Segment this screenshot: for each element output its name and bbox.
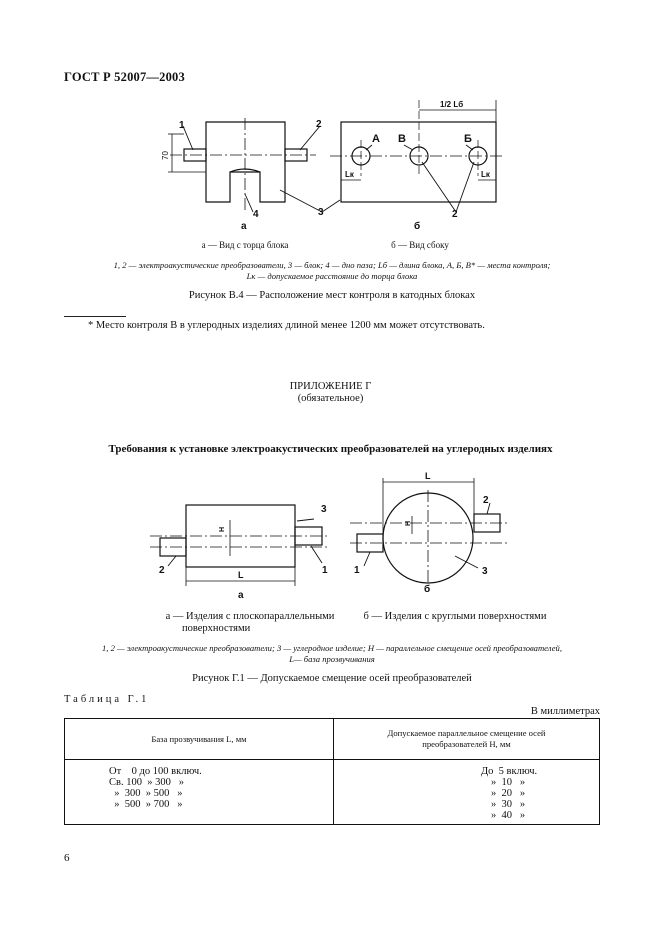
subfig-a-b4: а	[241, 221, 247, 232]
legend-g1-line1: 1, 2 — электроакустические преобразователи; 3 — углеродное изделие; H — параллельное смещение осей преобразователей,	[101, 643, 563, 653]
g1a-subfig: а	[238, 590, 244, 601]
g1a-label-L: L	[238, 570, 244, 580]
appendix-status: (обязательное)	[297, 393, 364, 404]
figure-b4-title: Рисунок В.4 — Расположение мест контроля в катодных блоках	[188, 290, 476, 301]
footnote-rule	[64, 316, 126, 317]
label-1-a: 1	[179, 120, 185, 131]
g1a-label-1: 1	[322, 565, 328, 576]
table-units: В миллиметрах	[530, 706, 600, 717]
label-A: А	[372, 133, 380, 145]
footnote: * Место контроля В в углеродных изделиях длиной менее 1200 мм может отсутствовать.	[88, 320, 485, 331]
table-row: » 20 »	[491, 788, 526, 799]
label-2-a: 2	[316, 119, 322, 130]
table-header-offset	[334, 719, 600, 760]
table-row: До 5 включ.	[481, 766, 538, 777]
dim-70: 70	[161, 151, 170, 160]
label-4-a: 4	[253, 209, 259, 220]
g1b-label-H: H	[405, 520, 412, 526]
legend-b4-line2: Lк — допускаемое расстояние до торца блока	[246, 271, 418, 281]
table-header-base	[65, 719, 334, 760]
g1a-label-2: 2	[159, 565, 165, 576]
table-row: » 500 » 700 »	[109, 799, 183, 810]
dim-lk-left: Lк	[345, 170, 354, 179]
label-V: В	[398, 133, 406, 145]
g1a-label-3: 3	[321, 504, 327, 515]
g1b-label-L: L	[425, 471, 431, 481]
standard-header: ГОСТ Р 52007—2003	[64, 70, 185, 84]
table-row: » 30 »	[491, 799, 526, 810]
table-col-offset	[334, 760, 600, 825]
page-number: 6	[64, 852, 70, 864]
g1b-label-1: 1	[354, 565, 360, 576]
header-col2-line1: Допускаемое параллельное смещение осей	[387, 728, 546, 738]
table-g1	[64, 718, 600, 825]
table-title: Таблица Г.1	[64, 694, 150, 705]
figure-g1-title: Рисунок Г.1 — Допускаемое смещение осей преобразователей	[192, 673, 472, 684]
label-B: Б	[464, 133, 472, 145]
block-side-view	[341, 122, 496, 202]
g1b-label-3: 3	[482, 566, 488, 577]
table-row: Св. 100 » 300 »	[109, 777, 184, 788]
caption-g1-a-line1: а — Изделия с плоскопараллельными	[165, 611, 335, 622]
dim-lk-right: Lк	[481, 170, 490, 179]
table-col-base	[65, 760, 334, 825]
legend-g1-line2: L— база прозвучивания	[289, 654, 375, 664]
block-end-view	[206, 122, 285, 202]
g1b-label-2: 2	[483, 495, 489, 506]
caption-g1-b: б — Изделия с круглыми поверхностями	[363, 611, 547, 622]
subfig-b-b4: б	[414, 221, 421, 232]
appendix-title: ПРИЛОЖЕНИЕ Г	[289, 381, 372, 392]
legend-b4-line1: 1, 2 — электроакустические преобразователи, 3 — блок; 4 — дно паза; Lб — длина блока, А, Б, В* — места контроля;	[113, 260, 551, 270]
g1b-subfig: б	[424, 584, 431, 595]
label-3-a: 3	[318, 207, 324, 218]
figure-g1-diagram	[0, 465, 661, 605]
caption-b4-b: б — Вид сбоку	[391, 240, 449, 250]
header-col2-line2: преобразователей H, мм	[422, 739, 511, 749]
header-col1-text: База прозвучивания L, мм	[151, 733, 247, 744]
dim-half-lb: 1/2 Lб	[440, 100, 464, 109]
table-row: » 300 » 500 »	[109, 788, 183, 799]
caption-g1-a-line2: поверхностями	[182, 623, 251, 634]
caption-b4-a: а — Вид с торца блока	[201, 240, 289, 250]
table-row: » 10 »	[491, 777, 526, 788]
table-row: От 0 до 100 включ.	[109, 766, 202, 777]
g1a-label-H: H	[219, 526, 226, 532]
table-row: » 40 »	[491, 810, 526, 821]
label-2-b: 2	[452, 209, 458, 220]
requirements-heading: Требования к установке электроакустических преобразователей на углеродных изделиях	[108, 443, 553, 455]
